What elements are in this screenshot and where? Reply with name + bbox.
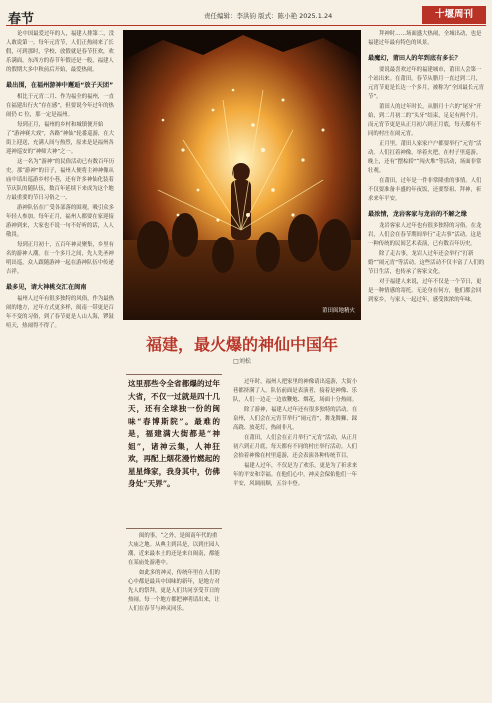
paragraph: 福建人过年，不仅是为了欢乐，更是为了祈求来年的平安和幸福。在他们心中，神灵会保佑他们一年平安，风调雨顺，五谷丰登。 [233, 463, 358, 487]
paragraph: 福州人过年有很多独特的风俗，作为最热闹的地方，过年方式更多样，闽南一带更是百年不变的习俗，到了春节更是人山人海，锣鼓喧天，热闹得不得了。 [6, 296, 115, 329]
column-3 [233, 378, 361, 696]
subheading-putian: 最魔幻，莆田人的年到底有多长？ [368, 55, 461, 62]
editor-meta: 责任编辑：李洪钧 版式：陈小艳 2025.1.24 [204, 12, 333, 20]
page-header [6, 4, 486, 26]
subheading-minnan: 最多见，请大神桃交汇在闽南 [6, 284, 87, 291]
photo-caption: 莆田闽地精火 [321, 308, 355, 314]
paragraph: 过年时，福州人把家里的神像请出巡游，大街小巷都挤满了人。队伍前面是表演者，接着是神像、乐队，人们一边走一边放鞭炮、烟花，场面十分热闹。 [233, 379, 358, 403]
paragraph: 除了游神，福建人过年还有很多独特的活动。在泉州，人们会在元宵节举行“闹元宵”，舞龙舞狮、踩高跷、放花灯，热闹非凡。 [233, 407, 358, 431]
publication-logo: 十堰周刊 [422, 6, 486, 24]
paragraph: 正月里，莆田人家家户户都要举行“元宵”活动。人们扛着神像，举着火把，在村子里巡游。晚上，还有“摆棕轿”“闯火堆”等活动，场面非常壮观。 [368, 141, 482, 174]
paragraph: 游神队伍在广受各部落的围观，吸引众多年轻人参加。每年正月，福州人都要在家迎接游神到来，大家也不说一句不好听的话，人人敬畏。 [6, 205, 115, 238]
intro-paragraph: 论中国最爱过年的人，福建人排第二，没人敢说第一。每年元宵节，人们正热闹来了长假，可到那时，学校、放假就是春节狂欢，欢乐满面。东西方的春节年假还是一般，福建人的假期大多中秋前后开始，最爱热闹。 [6, 31, 115, 73]
pullquote: 这里那些令全省都爆的过年大省，不仅一过就是四十几天，还有全球独一份的闽味“春博斯院”。最难的是，福建满大街都是“神姐”，诸神云集，人神狂欢，再配上烟花漫竹燃起的星星烽家，我身其中，仿佛身处“天界”。 [128, 379, 220, 488]
paragraph: 每到正月初十，五百年神灵聚集，乡里有名的游神人潮。在一个多月之间，先人先圣神明出巡，众人跟随游神一起在游神队伍中传递吉祥。 [6, 242, 115, 275]
column-2 [128, 532, 222, 696]
column-1 [6, 30, 116, 696]
paragraph: 每到正月，福州的乡村和城镇便开始了“游神赛大戏”，各路“神仙”轮番巡游，在大街上迎送，充满人间与热烈，原来是是福州各迎神巡安的“神师大神”之一。 [6, 122, 115, 155]
subheading-longyan: 最浓情，龙岩客家与龙岩的不解之缘 [368, 211, 467, 218]
pullquote-bottom-rule [126, 528, 222, 529]
paragraph: 在莆田，过年是一件非常隆重的事情。人们不仅要准备丰盛的年夜饭，还要祭祖、拜神，祈求来年平安。 [368, 178, 482, 202]
article-author: □刘松 [233, 358, 251, 365]
column-4 [368, 30, 486, 696]
paragraph: 莆田人的过年时长，从腊月十六的“尾牙”开始，到二月初二的“头牙”结束，足足有两个月。而元宵节更是从正月初六到正月底，每天都有不同的村庄在闹元宵。 [368, 104, 482, 137]
fire-festival-photo [123, 30, 361, 320]
paragraph: 闽的事，“之外，是闽南年代的重大庙之地。从典主到昌是，以到庄园人潮，近来最本土的还是来自闽南，都能在某庙处游港中。 [128, 533, 220, 566]
paragraph: 这一名为“游神”的民俗活动已有数百年历史。那“游神”的日子，福州人便将主神神像从庙中请出巡游乡村小巷，还有许多神仙化装着节庆队的随队伍，数百年延续下来成为这个地方最重要的节日习俗之一。 [6, 159, 115, 201]
paragraph: 如此多的神灵，传统年里在人们的心中都是最具中国味的新年，是地方对先人的祭拜，更是人们共同享受节日的热闹。每一个地方都把神明请出来，让人们在春节与神灵同乐。 [128, 570, 220, 612]
subheading-fuzhou: 最出围，在福州游神中邂逅“放子天团” [6, 82, 114, 89]
paragraph: 除了走古事，龙岩人过年还会举行“打新婚”“闹元宵”等活动。这些活动不仅丰富了人们的节日生活，也传承了客家文化。 [368, 251, 485, 275]
paragraph: 要说最喜欢过年的福建城市，莆田人会第一个站出来。在莆田，春节从腊月一直过到二月，元宵节更是长达一个多月，被称为“全国最长元宵节”。 [368, 67, 484, 100]
article-title: 福建，最火爆的神仙中国年 [145, 335, 338, 354]
paragraph: 相比于元宵二月、作为福全的福州，一直在福建出行火“存在感”，但要说今年过年的热闹仍 C 位，那一定是福州。 [6, 94, 115, 118]
paragraph: 拜神时……场面盛大热闹，全城出动，也是福建过年最有特色的风景。 [368, 31, 482, 46]
paragraph: 对于福建人来说，过年不仅是一个节日，更是一种情感的寄托。无论身在何方，他们都会回到家乡，与家人一起过年，感受浓浓的年味。 [368, 279, 482, 303]
paragraph: 在莆田，人们会在正月举行“元宵”活动，从正月初六到正月底，每天都有不同的村庄举行活动。人们会抬着神像在村里巡游，还会表演各种传统节目。 [233, 435, 358, 459]
section-name: 春节 [8, 12, 35, 27]
fire-scene-illustration [123, 30, 361, 320]
paragraph: 龙岩客家人过年也有很多独特的习俗。在龙岩，人们会在春节期间举行“走古事”活动，这是一种传统的民间艺术表演，已有数百年历史。 [368, 223, 482, 247]
pullquote-top-rule [126, 374, 222, 375]
